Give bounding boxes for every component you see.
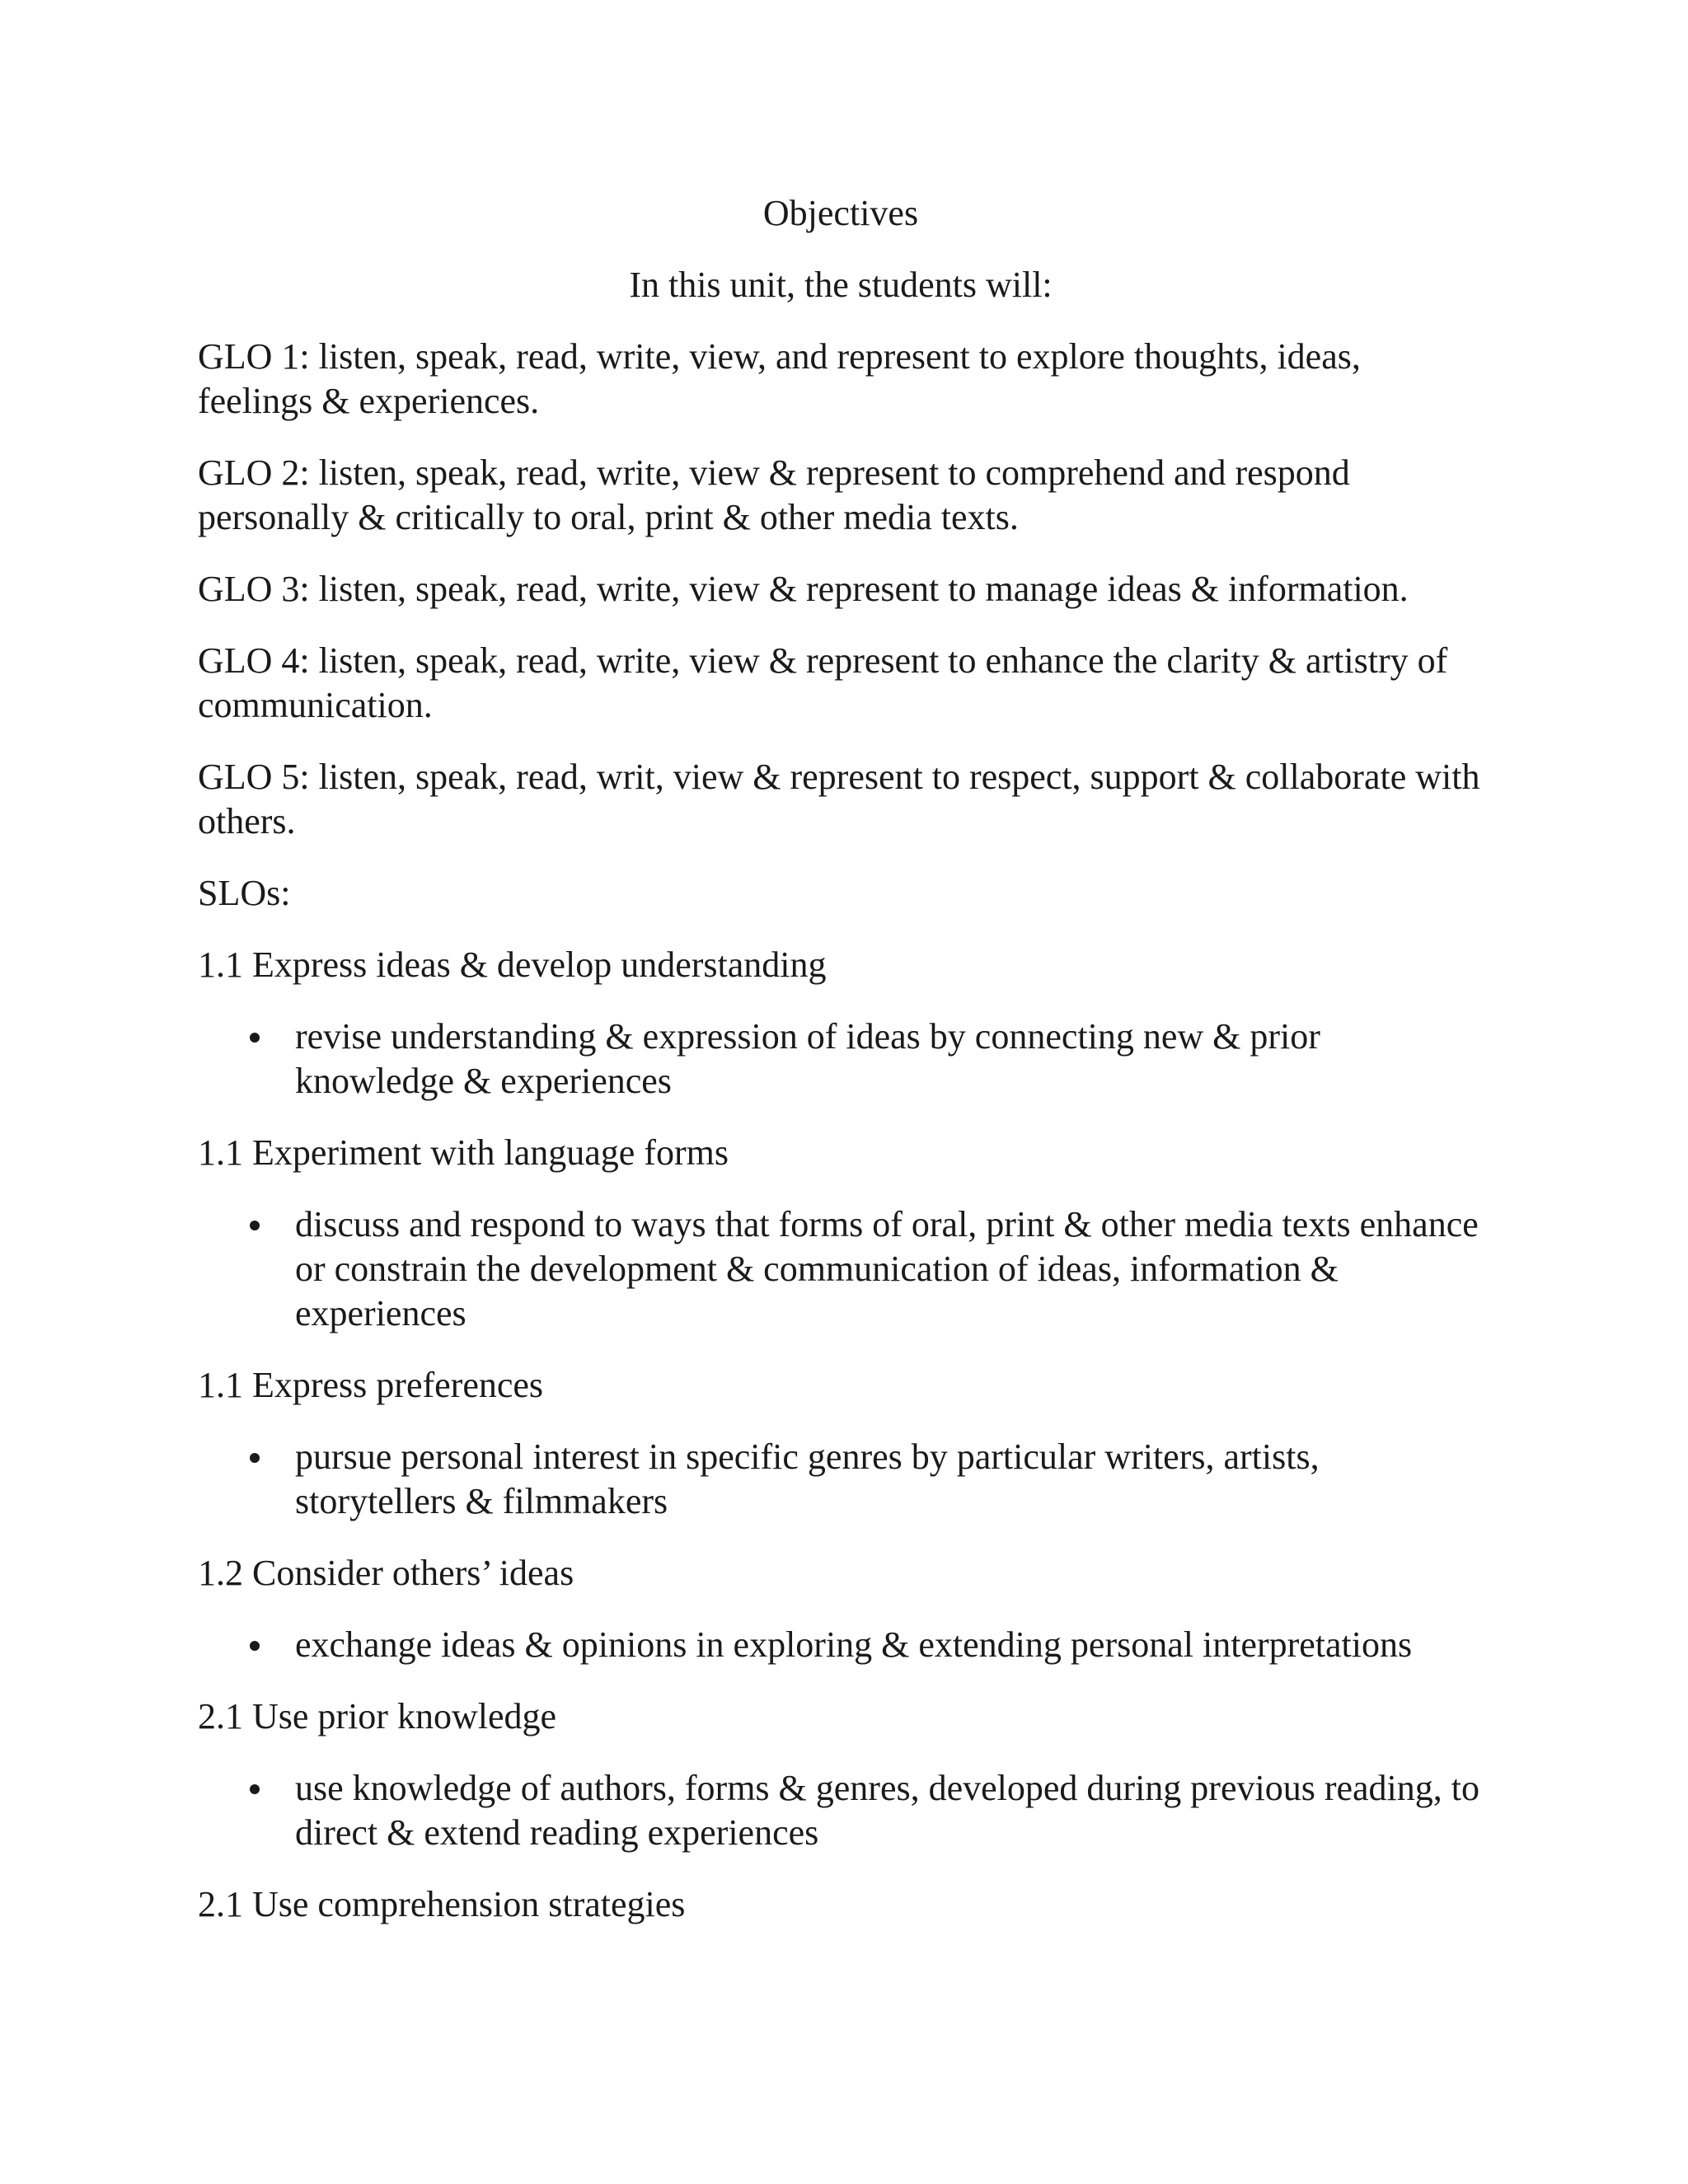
slo-bullet-item — [198, 1015, 1484, 1104]
slo-heading: 1.1 Express preferences — [198, 1365, 544, 1405]
slo-heading: 1.1 Express ideas & develop understanding — [198, 944, 827, 985]
bullet-icon — [250, 1453, 260, 1463]
bullet-icon — [250, 1221, 260, 1230]
slo-bullet-list — [198, 1623, 1484, 1667]
slo-bullet-text: pursue personal interest in specific genres by particular writers, artists, storytellers & filmmakers — [295, 1436, 1320, 1521]
slo-bullet-text: discuss and respond to ways that forms of oral, print & other media texts enhance or constrain the development & communication of ideas, information & experiences — [295, 1204, 1479, 1333]
slo-bullet-list — [198, 1202, 1484, 1336]
glo-paragraph: GLO 4: listen, speak, read, write, view & represent to enhance the clarity & artistry of communication. — [198, 640, 1448, 725]
bullet-icon — [250, 1033, 260, 1043]
glo-paragraph: GLO 2: listen, speak, read, write, view & represent to comprehend and respond personally & critically to oral, print & other media texts. — [198, 452, 1350, 537]
slo-bullet-item — [198, 1766, 1484, 1855]
glo-paragraph: GLO 3: listen, speak, read, write, view & represent to manage ideas & information. — [198, 569, 1409, 609]
slo-bullet-item — [198, 1623, 1484, 1667]
slo-heading: 1.2 Consider others’ ideas — [198, 1553, 574, 1593]
glo-paragraph: GLO 1: listen, speak, read, write, view, and represent to explore thoughts, ideas, feelings & experiences. — [198, 336, 1361, 421]
slo-heading: 2.1 Use comprehension strategies — [198, 1884, 686, 1924]
slos-label: SLOs: — [198, 873, 291, 913]
slo-heading: 1.1 Experiment with language forms — [198, 1132, 729, 1173]
slo-bullet-text: exchange ideas & opinions in exploring & extending personal interpretations — [295, 1624, 1413, 1665]
slo-bullet-list — [198, 1015, 1484, 1104]
slo-heading: 2.1 Use prior knowledge — [198, 1696, 557, 1736]
slo-bullet-list — [198, 1435, 1484, 1524]
document-body — [198, 191, 1484, 1954]
slo-bullet-text: use knowledge of authors, forms & genres, developed during previous reading, to direct & extend reading experiences — [295, 1768, 1479, 1853]
slo-bullet-list — [198, 1766, 1484, 1855]
slo-bullet-item — [198, 1202, 1484, 1336]
intro-line: In this unit, the students will: — [629, 265, 1053, 305]
bullet-icon — [250, 1641, 260, 1651]
glo-paragraph: GLO 5: listen, speak, read, writ, view & represent to respect, support & collaborate with others. — [198, 757, 1480, 841]
slo-bullet-text: revise understanding & expression of ideas by connecting new & prior knowledge & experiences — [295, 1016, 1320, 1101]
bullet-icon — [250, 1784, 260, 1794]
page-title: Objectives — [762, 193, 919, 233]
slo-bullet-item — [198, 1435, 1484, 1524]
